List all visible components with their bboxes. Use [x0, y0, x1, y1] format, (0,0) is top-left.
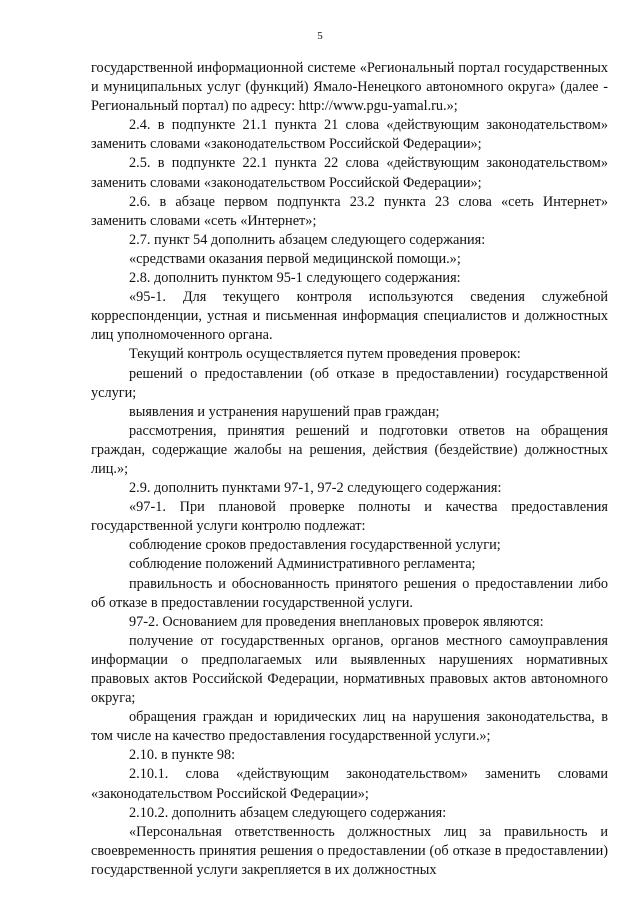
paragraph: «97-1. При плановой проверке полноты и качества предоставления государственной услуги контролю подлежат:: [91, 499, 608, 535]
paragraph: «средствами оказания первой медицинской помощи.»;: [129, 250, 461, 267]
page-number: 5: [317, 30, 323, 42]
paragraph: государственной информационной системе «Региональный портал государственных и муниципальных услуг (функций) Ямало-Ненецкого автономного округа» (далее - Региональный портал) по адресу: http://www.pgu-yamal.ru.»;: [91, 60, 608, 115]
paragraph: обращения граждан и юридических лиц на нарушения законодательства, в том числе на качество предоставления государственной услуги.»;: [91, 709, 608, 745]
paragraph: рассмотрения, принятия решений и подготовки ответов на обращения граждан, содержащие жалобы на решения, действия (бездействие) должностных лиц.»;: [91, 422, 608, 477]
paragraph: 2.9. дополнить пунктами 97-1, 97-2 следующего содержания:: [129, 480, 502, 497]
paragraph: 2.10. в пункте 98:: [129, 747, 236, 764]
paragraph: получение от государственных органов, органов местного самоуправления информации о предполагаемых или выявленных нарушениях нормативных правовых актов Российской Федерации, нормативных правовых актов автономного округа;: [91, 632, 608, 707]
document-body: [91, 59, 608, 880]
paragraph: 2.6. в абзаце первом подпункта 23.2 пункта 23 слова «сеть Интернет» заменить словами «сеть «Интернет»;: [91, 193, 608, 229]
paragraph: Текущий контроль осуществляется путем проведения проверок:: [129, 346, 521, 363]
paragraph: соблюдение сроков предоставления государственной услуги;: [129, 537, 501, 554]
paragraph: правильность и обоснованность принятого решения о предоставлении либо об отказе в предоставлении государственной услуги.: [91, 575, 608, 611]
paragraph: выявления и устранения нарушений прав граждан;: [129, 403, 440, 420]
paragraph: решений о предоставлении (об отказе в предоставлении) государственной услуги;: [91, 365, 608, 401]
paragraph: 2.7. пункт 54 дополнить абзацем следующего содержания:: [129, 231, 486, 248]
paragraph: 97-2. Основанием для проведения внеплановых проверок являются:: [129, 613, 544, 630]
paragraph: 2.8. дополнить пунктом 95-1 следующего содержания:: [129, 270, 461, 287]
paragraph: 2.10.1. слова «действующим законодательством» заменить словами «законодательством Российской Федерации»;: [91, 766, 608, 802]
paragraph: «95-1. Для текущего контроля используются сведения служебной корреспонденции, устная и письменная информация специалистов и должностных лиц уполномоченного органа.: [91, 289, 608, 344]
paragraph: «Персональная ответственность должностных лиц за правильность и своевременность принятия решения о предоставлении (об отказе в предоставлении) государственной услуги закрепляется в их должностных: [91, 823, 608, 878]
paragraph: соблюдение положений Административного регламента;: [129, 556, 476, 573]
paragraph: 2.4. в подпункте 21.1 пункта 21 слова «действующим законодательством» заменить словами «законодательством Российской Федерации»;: [91, 117, 608, 153]
paragraph: 2.10.2. дополнить абзацем следующего содержания:: [129, 804, 447, 821]
paragraph: 2.5. в подпункте 22.1 пункта 22 слова «действующим законодательством» заменить словами «законодательством Российской Федерации»;: [91, 155, 608, 191]
